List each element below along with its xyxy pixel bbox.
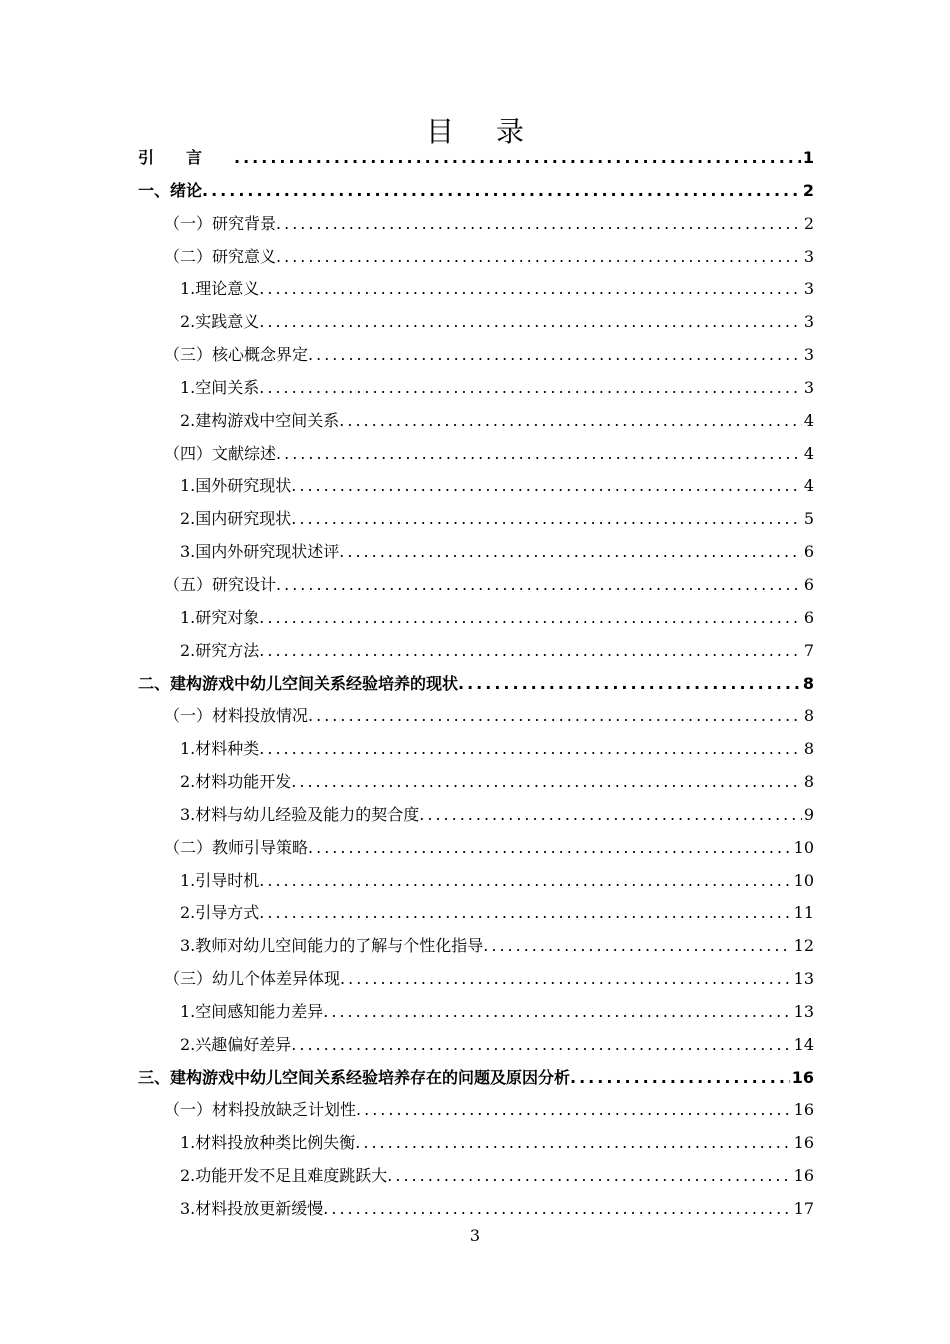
toc-entry-page: 8 — [803, 706, 814, 726]
toc-entry[interactable] — [138, 1094, 814, 1127]
toc-entry[interactable] — [138, 963, 814, 996]
toc-entry-label: 二、建构游戏中幼儿空间关系经验培养的现状 — [138, 673, 459, 693]
toc-entry[interactable] — [138, 306, 814, 339]
toc-entry-label: 1.材料投放种类比例失衡 — [180, 1133, 356, 1153]
toc-entry-label: 2.研究方法 — [180, 640, 260, 660]
toc-entry[interactable] — [138, 438, 814, 471]
toc-entry-page: 7 — [803, 640, 814, 660]
toc-entry[interactable] — [138, 668, 814, 701]
toc-leader-dots — [259, 733, 802, 766]
toc-leader-dots — [259, 865, 791, 898]
toc-leader-dots — [387, 1160, 791, 1193]
toc-entry-page: 8 — [803, 739, 814, 759]
toc-leader-dots — [308, 339, 802, 372]
toc-leader-dots — [339, 536, 802, 569]
toc-entry[interactable] — [138, 1062, 814, 1095]
toc-leader-dots — [276, 208, 802, 241]
toc-entry[interactable] — [138, 700, 814, 733]
toc-entry[interactable] — [138, 503, 814, 536]
toc-entry[interactable] — [138, 733, 814, 766]
toc-entry-label: 2.兴趣偏好差异 — [180, 1034, 292, 1054]
toc-leader-dots — [276, 569, 802, 602]
toc-entry-label: 1.研究对象 — [180, 607, 260, 627]
toc-entry[interactable] — [138, 142, 814, 175]
toc-entry-page: 1 — [802, 148, 814, 167]
toc-entry-label: （四）文献综述 — [164, 443, 277, 463]
page-number-footer: 3 — [469, 1226, 481, 1245]
toc-entry-label: （二）教师引导策略 — [164, 837, 309, 857]
toc-entry-label: 引言 — [138, 148, 235, 167]
toc-entry[interactable] — [138, 405, 814, 438]
toc-leader-dots — [276, 438, 802, 471]
toc-entry-label: 3.国内外研究现状述评 — [180, 542, 340, 562]
toc-entry-label: 2.国内研究现状 — [180, 509, 292, 529]
toc-leader-dots — [234, 142, 801, 175]
table-of-contents — [138, 142, 814, 1226]
toc-entry-page: 6 — [803, 607, 814, 627]
toc-entry[interactable] — [138, 602, 814, 635]
toc-entry-label: 2.引导方式 — [180, 903, 260, 923]
toc-entry-page: 10 — [793, 870, 814, 890]
toc-entry[interactable] — [138, 897, 814, 930]
toc-entry[interactable] — [138, 832, 814, 865]
toc-leader-dots — [259, 635, 802, 668]
toc-entry-page: 14 — [793, 1034, 814, 1054]
toc-entry-page: 6 — [803, 542, 814, 562]
toc-leader-dots — [340, 963, 792, 996]
toc-entry-page: 17 — [793, 1199, 814, 1218]
toc-entry[interactable] — [138, 1193, 814, 1226]
toc-entry-label: 2.材料功能开发 — [180, 772, 292, 792]
toc-entry[interactable] — [138, 241, 814, 274]
toc-entry-label: 3.材料与幼儿经验及能力的契合度 — [180, 804, 420, 824]
toc-entry-page: 3 — [803, 377, 814, 397]
toc-entry[interactable] — [138, 930, 814, 963]
toc-entry-page: 16 — [791, 1067, 814, 1087]
toc-entry-label: （二）研究意义 — [164, 246, 277, 266]
toc-entry-label: 三、建构游戏中幼儿空间关系经验培养存在的问题及原因分析 — [138, 1067, 571, 1087]
toc-entry[interactable] — [138, 1127, 814, 1160]
toc-entry-page: 3 — [803, 312, 814, 332]
toc-entry[interactable] — [138, 799, 814, 832]
toc-entry-page: 16 — [793, 1100, 814, 1120]
toc-leader-dots — [276, 241, 802, 274]
toc-entry[interactable] — [138, 865, 814, 898]
toc-entry-label: （一）材料投放缺乏计划性 — [164, 1100, 357, 1120]
toc-entry-page: 12 — [793, 936, 814, 956]
toc-entry[interactable] — [138, 996, 814, 1029]
toc-entry[interactable] — [138, 372, 814, 405]
toc-entry-label: 1.理论意义 — [180, 279, 260, 299]
toc-leader-dots — [259, 372, 802, 405]
toc-leader-dots — [323, 1193, 791, 1226]
toc-entry[interactable] — [138, 208, 814, 241]
toc-leader-dots — [308, 832, 792, 865]
toc-entry-page: 10 — [793, 837, 814, 857]
toc-entry-label: （五）研究设计 — [164, 574, 277, 594]
toc-leader-dots — [259, 897, 791, 930]
toc-leader-dots — [291, 470, 802, 503]
toc-entry[interactable] — [138, 470, 814, 503]
toc-entry-page: 11 — [793, 903, 814, 923]
toc-leader-dots — [308, 700, 802, 733]
toc-entry[interactable] — [138, 766, 814, 799]
toc-title: 目录 — [425, 115, 566, 148]
toc-entry-page: 16 — [793, 1166, 814, 1186]
toc-leader-dots — [323, 996, 791, 1029]
toc-entry[interactable] — [138, 1160, 814, 1193]
toc-entry-page: 4 — [803, 410, 814, 430]
toc-entry-page: 6 — [803, 574, 814, 594]
toc-entry-label: 1.空间感知能力差异 — [180, 1001, 324, 1021]
toc-entry-page: 16 — [793, 1133, 814, 1153]
toc-leader-dots — [458, 668, 801, 701]
toc-entry-page: 8 — [802, 673, 814, 693]
toc-leader-dots — [202, 175, 801, 208]
toc-entry-page: 13 — [793, 969, 814, 989]
toc-leader-dots — [356, 1094, 792, 1127]
toc-entry-label: 2.建构游戏中空间关系 — [180, 410, 340, 430]
toc-entry-label: 3.材料投放更新缓慢 — [180, 1199, 324, 1218]
toc-entry[interactable] — [138, 175, 814, 208]
toc-leader-dots — [570, 1062, 790, 1095]
toc-entry[interactable] — [138, 635, 814, 668]
toc-entry-label: 2.功能开发不足且难度跳跃大 — [180, 1166, 388, 1186]
toc-entry-label: （三）核心概念界定 — [164, 345, 309, 365]
toc-entry-page: 4 — [803, 443, 814, 463]
toc-entry-page: 8 — [803, 772, 814, 792]
toc-entry[interactable] — [138, 569, 814, 602]
toc-entry-page: 2 — [803, 213, 814, 233]
toc-leader-dots — [339, 405, 802, 438]
toc-entry-page: 2 — [802, 180, 814, 200]
toc-entry-page: 9 — [803, 804, 814, 824]
toc-entry[interactable] — [138, 1029, 814, 1062]
toc-entry-label: 3.教师对幼儿空间能力的了解与个性化指导 — [180, 936, 484, 956]
toc-entry-page: 3 — [803, 279, 814, 299]
toc-entry-label: 一、绪论 — [138, 180, 203, 200]
toc-entry-page: 5 — [803, 509, 814, 529]
toc-leader-dots — [483, 930, 791, 963]
toc-entry-page: 3 — [803, 345, 814, 365]
toc-entry-label: 1.引导时机 — [180, 870, 260, 890]
toc-entry-label: （三）幼儿个体差异体现 — [164, 969, 341, 989]
toc-entry-page: 13 — [793, 1001, 814, 1021]
toc-leader-dots — [291, 1029, 791, 1062]
toc-entry-label: （一）研究背景 — [164, 213, 277, 233]
toc-leader-dots — [291, 766, 802, 799]
toc-entry-label: 1.材料种类 — [180, 739, 260, 759]
toc-entry-label: （一）材料投放情况 — [164, 706, 309, 726]
toc-entry-label: 1.国外研究现状 — [180, 476, 292, 496]
toc-entry[interactable] — [138, 536, 814, 569]
toc-entry[interactable] — [138, 273, 814, 306]
toc-entry-page: 4 — [803, 476, 814, 496]
toc-leader-dots — [355, 1127, 791, 1160]
toc-entry-page: 3 — [803, 246, 814, 266]
toc-leader-dots — [291, 503, 802, 536]
toc-leader-dots — [259, 273, 802, 306]
toc-leader-dots — [259, 602, 802, 635]
toc-leader-dots — [419, 799, 802, 832]
toc-entry-label: 1.空间关系 — [180, 377, 260, 397]
toc-leader-dots — [259, 306, 802, 339]
toc-entry-label: 2.实践意义 — [180, 312, 260, 332]
toc-entry[interactable] — [138, 339, 814, 372]
